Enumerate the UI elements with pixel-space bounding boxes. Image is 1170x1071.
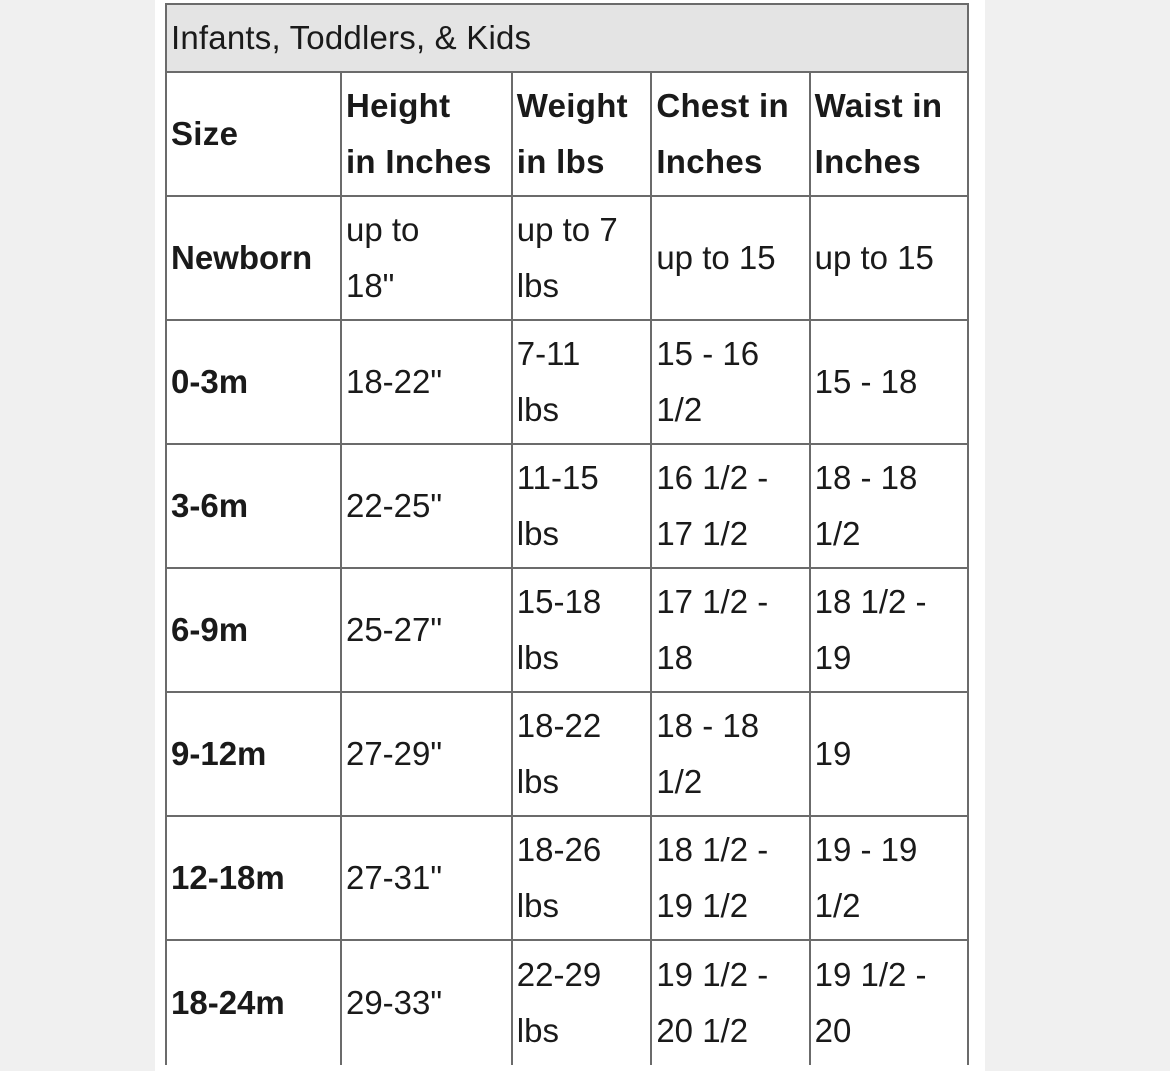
height-cell: 22-25"	[342, 445, 513, 569]
waist-cell: up to 15	[811, 197, 969, 321]
weight-cell: 15-18 lbs	[513, 569, 653, 693]
waist-cell: 19	[811, 693, 969, 817]
header-height: Height in Inches	[342, 73, 513, 197]
height-cell: 27-31"	[342, 817, 513, 941]
chest-cell: up to 15	[652, 197, 810, 321]
height-cell: 25-27"	[342, 569, 513, 693]
size-cell: 18-24m	[167, 941, 342, 1065]
table-row	[167, 445, 969, 569]
table-row	[167, 693, 969, 817]
header-chest: Chest in Inches	[652, 73, 810, 197]
height-cell: 27-29"	[342, 693, 513, 817]
height-cell: 18-22"	[342, 321, 513, 445]
waist-cell: 19 - 19 1/2	[811, 817, 969, 941]
header-size: Size	[167, 73, 342, 197]
table-row	[167, 941, 969, 1065]
chest-cell: 19 1/2 - 20 1/2	[652, 941, 810, 1065]
weight-cell: 11-15 lbs	[513, 445, 653, 569]
waist-cell: 19 1/2 - 20	[811, 941, 969, 1065]
height-cell: 29-33"	[342, 941, 513, 1065]
header-waist: Waist in Inches	[811, 73, 969, 197]
weight-cell: 18-22 lbs	[513, 693, 653, 817]
size-cell: 6-9m	[167, 569, 342, 693]
waist-cell: 18 1/2 - 19	[811, 569, 969, 693]
chest-cell: 18 - 18 1/2	[652, 693, 810, 817]
height-cell: up to 18"	[342, 197, 513, 321]
chest-cell: 18 1/2 - 19 1/2	[652, 817, 810, 941]
waist-cell: 18 - 18 1/2	[811, 445, 969, 569]
size-chart-table	[165, 3, 969, 1065]
table-row	[167, 197, 969, 321]
chest-cell: 17 1/2 - 18	[652, 569, 810, 693]
size-cell: 3-6m	[167, 445, 342, 569]
table-row	[167, 569, 969, 693]
header-row	[167, 73, 969, 197]
size-cell: 12-18m	[167, 817, 342, 941]
chest-cell: 15 - 16 1/2	[652, 321, 810, 445]
weight-cell: 18-26 lbs	[513, 817, 653, 941]
weight-cell: up to 7 lbs	[513, 197, 653, 321]
table-row	[167, 817, 969, 941]
size-cell: 0-3m	[167, 321, 342, 445]
header-weight: Weight in lbs	[513, 73, 653, 197]
size-cell: 9-12m	[167, 693, 342, 817]
caption-row	[167, 5, 969, 73]
weight-cell: 22-29 lbs	[513, 941, 653, 1065]
chest-cell: 16 1/2 - 17 1/2	[652, 445, 810, 569]
weight-cell: 7-11 lbs	[513, 321, 653, 445]
waist-cell: 15 - 18	[811, 321, 969, 445]
size-cell: Newborn	[167, 197, 342, 321]
table-caption: Infants, Toddlers, & Kids	[167, 5, 969, 73]
table-row	[167, 321, 969, 445]
